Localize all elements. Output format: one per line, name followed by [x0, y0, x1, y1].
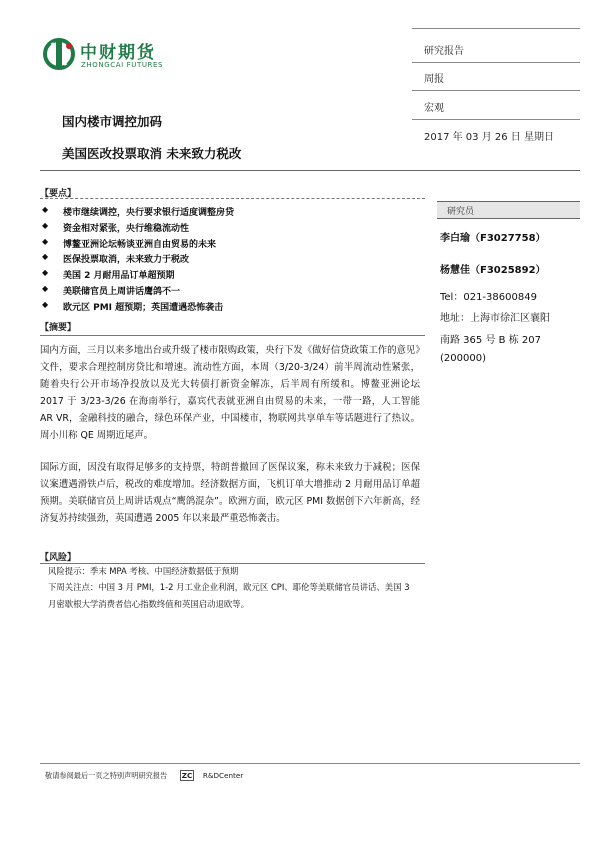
key-point-item: ◆ 博鳌亚洲论坛畅谈亚洲自由贸易的未来 [40, 237, 420, 253]
footer-disclaimer: 敬请参阅最后一页之特别声明研究报告 [45, 771, 168, 780]
key-points-label: 【要点】 [40, 189, 77, 199]
footer-zc-mark: ZC [181, 771, 193, 780]
page-subtitle: 美国医改投票取消 未来致力税改 [62, 146, 242, 161]
report-topic: 宏观 [424, 103, 444, 114]
footer-divider [40, 763, 580, 764]
logo-brand-en: ZHONGCAI FUTURES [81, 61, 164, 69]
report-type: 周报 [424, 74, 444, 85]
header-divider [412, 62, 580, 63]
report-category: 研究报告 [424, 46, 464, 57]
key-points-list [40, 205, 420, 316]
company-logo [42, 37, 182, 73]
analyst-name: 李白瑜（F3027758） [440, 233, 546, 244]
key-point-item: ◆ 楼市继续调控，央行要求银行适度调整房贷 [40, 205, 420, 221]
key-point-item: ◆ 美国 2 月耐用品订单超预期 [40, 268, 420, 284]
key-points-divider [40, 198, 425, 199]
header-divider [412, 28, 580, 29]
key-point-item: ◆ 欧元区 PMI 超预期；英国遭遇恐怖袭击 [40, 300, 420, 316]
analyst-postcode: (200000) [440, 353, 486, 364]
analyst-name: 杨慧佳（F3025892） [440, 265, 546, 276]
analyst-header-label: 研究员 [447, 207, 475, 217]
zhongcai-logo-icon [42, 37, 76, 71]
analyst-header [437, 202, 580, 219]
key-point-item: ◆ 医保投票取消，未来致力于税改 [40, 252, 420, 268]
next-week-focus: 下周关注点：中国 3 月 PMI，1-2 月工业企业利润，欧元区 CPI、耶伦等美联储官员讲话、美国 3 月密歇根大学消费者信心指数终值和英国启动退欧等。 [48, 582, 410, 609]
key-point-item: ◆ 资金相对紧张，央行维稳流动性 [40, 221, 420, 237]
key-point-item: ◆ 美联储官员上周讲话鹰鸽不一 [40, 284, 420, 300]
analyst-address: 地址：上海市徐汇区襄阳 [440, 313, 550, 324]
page-title: 国内楼市调控加码 [62, 114, 163, 129]
report-date: 2017 年 03 月 26 日 星期日 [424, 132, 554, 143]
abstract-divider [40, 335, 425, 336]
analyst-address: 南路 365 号 B 栋 207 [440, 335, 541, 346]
title-divider [40, 170, 580, 171]
risk-label: 【风险】 [40, 553, 77, 563]
abstract-label: 【摘要】 [40, 323, 77, 333]
footer-rd-center: R&DCenter [202, 771, 244, 780]
footer [45, 770, 243, 781]
logo-brand-cn: 中财期货 [80, 43, 156, 63]
abstract-paragraph-domestic: 国内方面，三月以来多地出台或升级了楼市限购政策，央行下发《做好信贷政策工作的意见》文件，要求合理控制房贷比和增速。流动性方面，本周（3/20-3/24）前半周流动性紧张，随着央行公开市场净投放以及光大转债打新资金解冻，后半周有所缓和。博鳌亚洲论坛 2017 于 3/23-3/26 在海南举行，嘉宾代表就亚洲自由贸易的未来，一带一路，人工智能 AR VR，金融科技的融合，绿色环保产业，中国楼市，物联网共享单车等话题进行了热议。周小川称 QE 周期近尾声。 [40, 345, 420, 441]
analyst-tel: Tel：021-38600849 [440, 292, 537, 303]
header-divider [412, 90, 580, 91]
header-divider [412, 119, 580, 120]
risk-warning: 风险提示：季末 MPA 考核、中国经济数据低于预期 [48, 566, 239, 576]
abstract-paragraph-international: 国际方面，因没有取得足够多的支持票，特朗普撤回了医保议案，称未来致力于减税；医保议案遭遇滑铁卢后，税改的难度增加。经济数据方面，飞机订单大增推动 2 月耐用品订单超预期。美联储官员上周讲话观点“鹰鸽混杂”。欧洲方面，欧元区 PMI 数据创下六年新高，经济复苏持续强劲，英国遭遇 2005 年以来最严重恐怖袭击。 [40, 462, 420, 524]
